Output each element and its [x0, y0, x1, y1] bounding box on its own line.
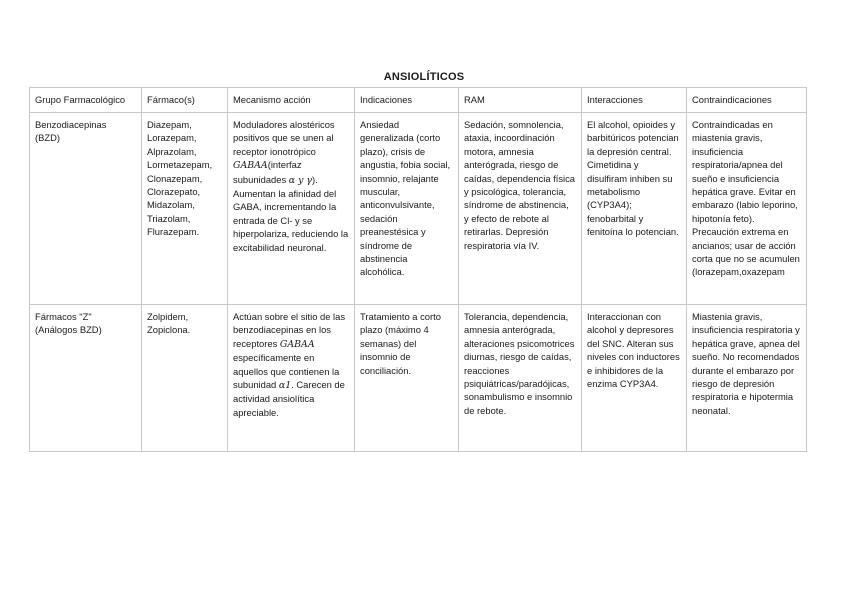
indicaciones-text: Tratamiento a corto plazo (máximo 4 semanas) del insomnio de conciliación. — [360, 311, 441, 376]
contraindicaciones-text: Contraindicadas en miastenia gravis, insuficiencia respiratoria/apnea del sueño e insuficiencia hepática grave. Evitar en embarazo (labio leporino, hipotonía feto). Precaución extrema en ancianos; usar de acción corta que no se acumulen (lorazepam,oxazepam — [692, 119, 800, 278]
table-row-z — [30, 305, 807, 452]
mecanismo-text-1: Actúan sobre el sitio de las benzodiacepinas en los receptores — [233, 311, 346, 349]
cell-mecanismo — [228, 113, 355, 305]
cell-ram — [459, 113, 582, 305]
cell-ram — [459, 305, 582, 452]
cell-indicaciones — [355, 113, 459, 305]
cell-grupo — [30, 113, 142, 305]
gabaa-formula: GABAA — [233, 160, 268, 172]
subunit-formula: α y γ — [288, 174, 312, 186]
cell-farmacos — [142, 305, 228, 452]
header-contraindicaciones: Contraindicaciones — [687, 88, 807, 113]
mecanismo-text-1: Moduladores alostéricos positivos que se unen al receptor ionotrópico — [233, 119, 335, 157]
header-farmacos: Fármaco(s) — [142, 88, 228, 113]
cell-mecanismo — [228, 305, 355, 452]
interacciones-text: Interaccionan con alcohol y depresores del SNC. Alteran sus niveles con inductores e inhibidores de la enzima CYP3A4. — [587, 311, 680, 390]
farmacos-text: Zolpidem, Zopiclona. — [147, 311, 191, 336]
mecanismo-text-3: ). Aumentan la afinidad del GABA, incrementando la entrada de Cl- y se hiperpolariza, reduciendo la excitabilidad neuronal. — [233, 173, 349, 253]
subunit-formula: α1 — [278, 380, 292, 392]
mecanismo-text-2: específicamente en aquellos que contienen la subunidad — [233, 352, 340, 391]
header-ram: RAM — [459, 88, 582, 113]
ansioliticos-table — [29, 87, 807, 452]
cell-indicaciones — [355, 305, 459, 452]
cell-interacciones — [582, 305, 687, 452]
gabaa-formula: GABAA — [279, 338, 315, 350]
cell-grupo — [30, 305, 142, 452]
header-interacciones: Interacciones — [582, 88, 687, 113]
document-title: ANSIOLÍTICOS — [383, 71, 465, 83]
header-indicaciones: Indicaciones — [355, 88, 459, 113]
grupo-text: Benzodiacepinas (BZD) — [35, 119, 107, 144]
interacciones-text: El alcohol, opioides y barbitúricos potencian la depresión central. Cimetidina y disulfiram inhiben su metabolismo (CYP3A4); fenobarbital y fenitoína lo potencian. — [587, 119, 679, 238]
ram-text: Tolerancia, dependencia, amnesia anterógrada, alteraciones psicomotrices diurnas, riesgo de caídas, reacciones psiquiátricas/paradójicas, sonambulismo e insomnio de rebote. — [464, 311, 575, 416]
mecanismo-text-3: . Carecen de actividad ansiolítica apreciable. — [233, 379, 345, 418]
cell-interacciones — [582, 113, 687, 305]
header-grupo: Grupo Farmacológico — [30, 88, 142, 113]
grupo-text: Fármacos "Z" (Análogos BZD) — [35, 311, 102, 336]
table-row-bzd — [30, 113, 807, 305]
ram-text: Sedación, somnolencia, ataxia, incoordinación motora, amnesia anterógrada, riesgo de caídas, dependencia física y psicológica, tolerancia, síndrome de abstinencia, y efecto de rebote al retirarlas. Depresión respiratoria vía IV. — [464, 119, 576, 251]
cell-contraindicaciones — [687, 113, 807, 305]
farmacos-text: Diazepam, Lorazepam, Alprazolam, Lormetazepam, Clonazepam, Clorazepato, Midazolam, Triazolam, Flurazepam. — [147, 119, 213, 238]
header-row — [30, 88, 807, 113]
contraindicaciones-text: Miastenia gravis, insuficiencia respiratoria y hepática grave, apnea del sueño. No recomendados durante el embarazo por riesgo de depresión respiratoria e hipotermia neonatal. — [692, 311, 800, 416]
mecanismo-text-2: (interfaz subunidades — [233, 159, 302, 185]
indicaciones-text: Ansiedad generalizada (corto plazo), crisis de angustia, fobia social, insomnio, relajante muscular, anticonvulsivante, sedación preanestésica y síndrome de abstinencia alcohólica. — [360, 119, 451, 278]
cell-farmacos — [142, 113, 228, 305]
cell-contraindicaciones — [687, 305, 807, 452]
header-mecanismo: Mecanismo acción — [228, 88, 355, 113]
